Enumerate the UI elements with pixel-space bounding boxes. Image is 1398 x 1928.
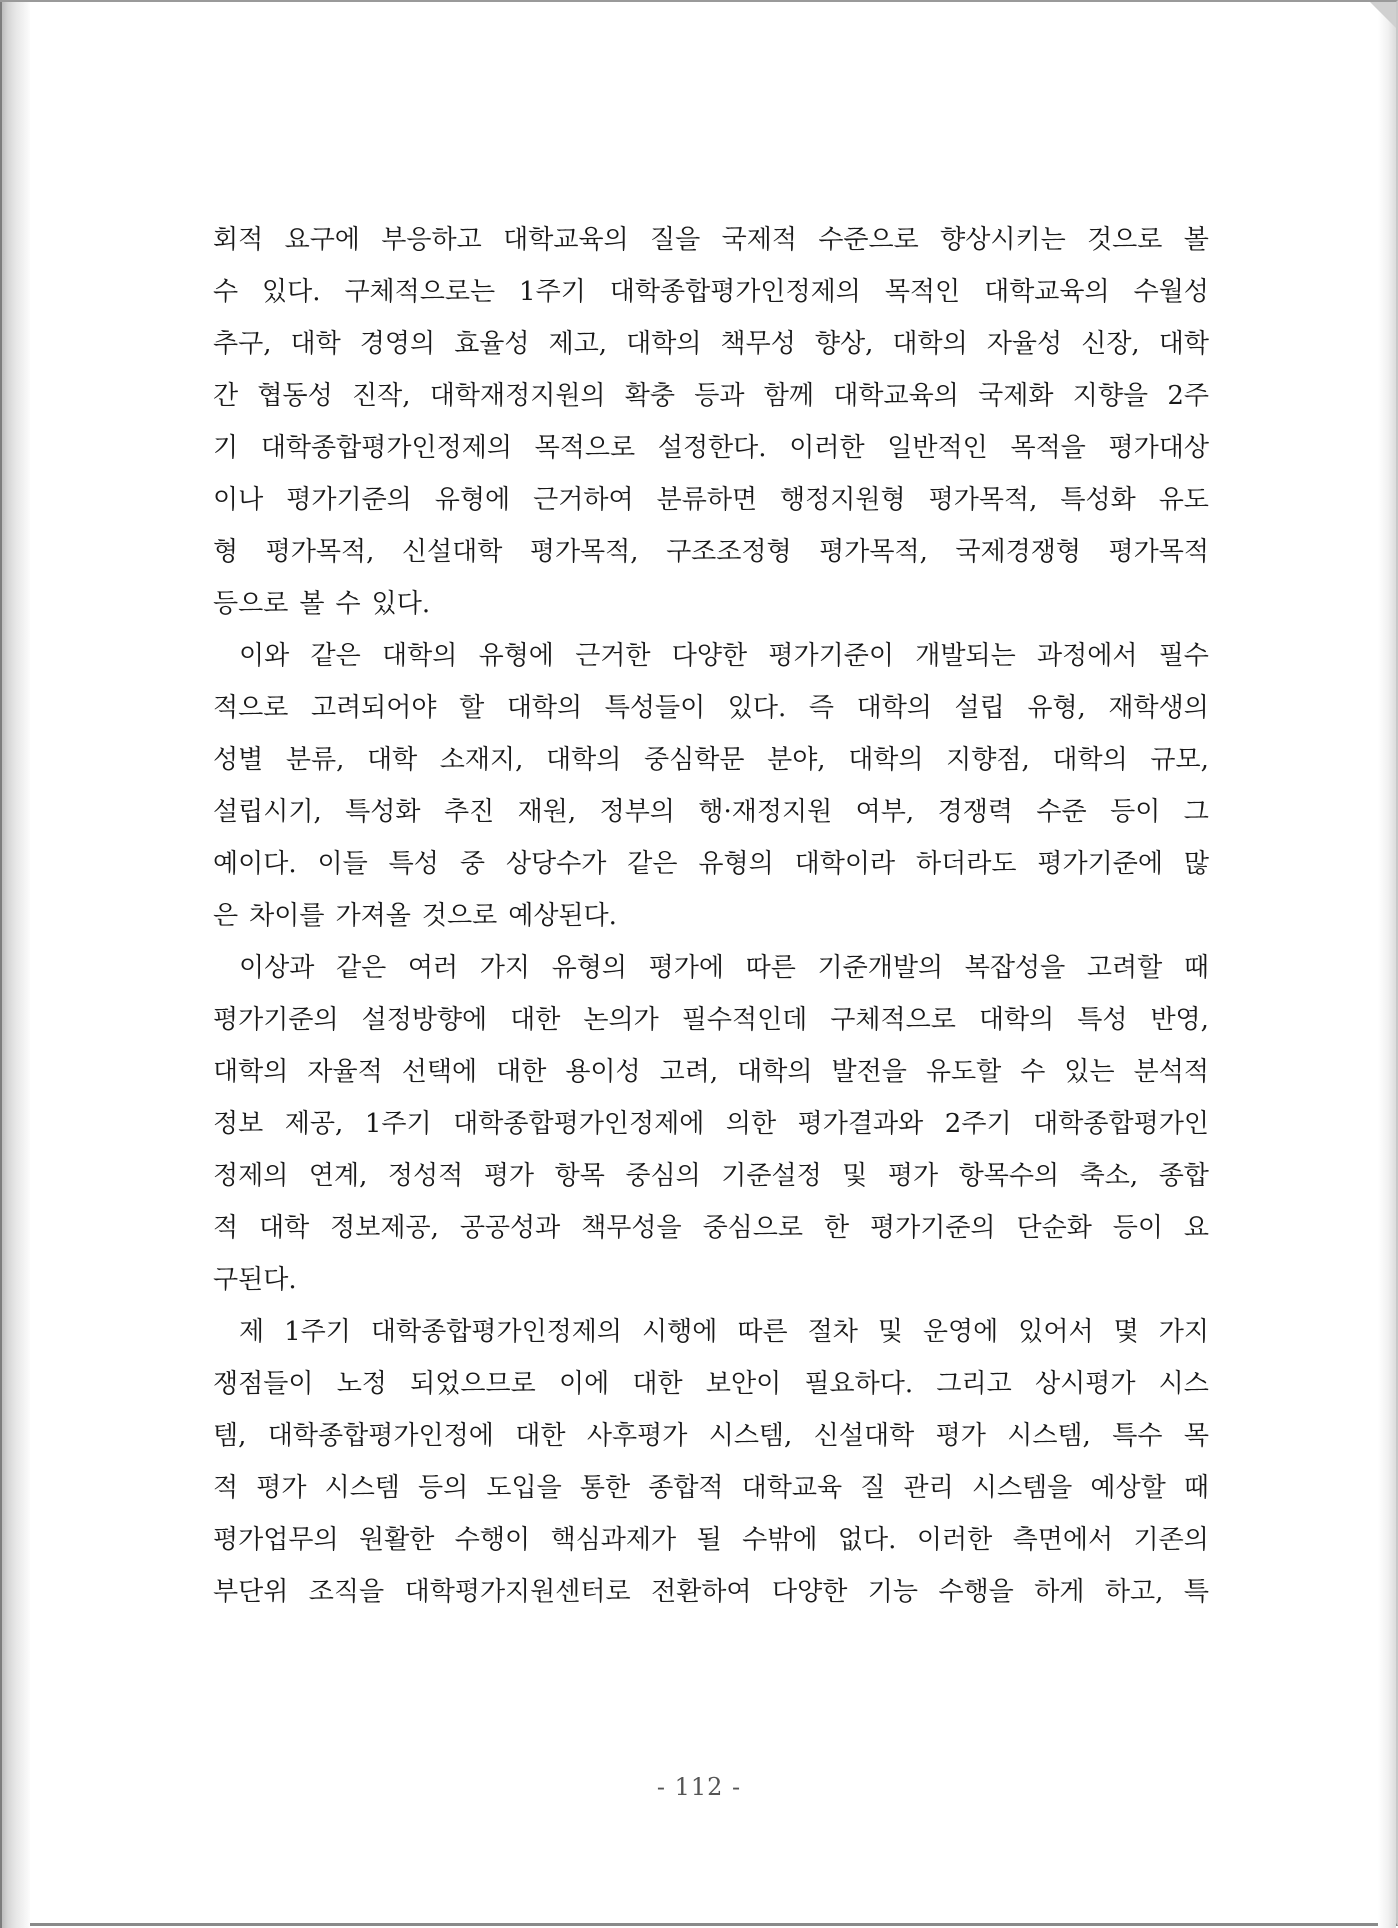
text-line: 등으로 볼 수 있다.: [213, 589, 431, 619]
text-line: 제 1주기 대학종합평가인정제의 시행에 따른 절차 및 운영에 있어서 몇 가지: [239, 1317, 1209, 1347]
text-line: 회적 요구에 부응하고 대학교육의 질을 국제적 수준으로 향상시키는 것으로 볼: [213, 225, 1209, 255]
text-line: 적 대학 정보제공, 공공성과 책무성을 중심으로 한 평가기준의 단순화 등이 요: [213, 1213, 1209, 1243]
text-line: 적으로 고려되어야 할 대학의 특성들이 있다. 즉 대학의 설립 유형, 재학생의: [213, 693, 1209, 723]
text-line: 은 차이를 가져올 것으로 예상된다.: [213, 901, 617, 931]
text-line: 이상과 같은 여러 가지 유형의 평가에 따른 기준개발의 복잡성을 고려할 때: [239, 953, 1209, 983]
text-line: 이와 같은 대학의 유형에 근거한 다양한 평가기준이 개발되는 과정에서 필수: [239, 641, 1209, 671]
page-number: - 112 -: [656, 1773, 742, 1801]
text-line: 설립시기, 특성화 추진 재원, 정부의 행·재정지원 여부, 경쟁력 수준 등이 그: [213, 797, 1209, 827]
text-line: 평가업무의 원활한 수행이 핵심과제가 될 수밖에 없다. 이러한 측면에서 기존의: [213, 1525, 1209, 1555]
body-text: [213, 214, 1209, 1618]
text-line: 형 평가목적, 신설대학 평가목적, 구조조정형 평가목적, 국제경쟁형 평가목적: [213, 537, 1209, 567]
text-line: 부단위 조직을 대학평가지원센터로 전환하여 다양한 기능 수행을 하게 하고, 특: [213, 1577, 1209, 1607]
text-line: 구된다.: [213, 1265, 297, 1295]
text-line: 정제의 연계, 정성적 평가 항목 중심의 기준설정 및 평가 항목수의 축소, 종합: [213, 1161, 1209, 1191]
page-edge-shadow: [1378, 2, 1396, 1928]
text-line: 이나 평가기준의 유형에 근거하여 분류하면 행정지원형 평가목적, 특성화 유도: [213, 485, 1209, 515]
text-line: 정보 제공, 1주기 대학종합평가인정제에 의한 평가결과와 2주기 대학종합평가인: [213, 1109, 1209, 1139]
text-line: 간 협동성 진작, 대학재정지원의 확충 등과 함께 대학교육의 국제화 지향을 2주: [213, 381, 1209, 411]
text-line: 기 대학종합평가인정제의 목적으로 설정한다. 이러한 일반적인 목적을 평가대상: [213, 433, 1209, 463]
text-line: 평가기준의 설정방향에 대한 논의가 필수적인데 구체적으로 대학의 특성 반영,: [213, 1005, 1209, 1035]
text-line: 성별 분류, 대학 소재지, 대학의 중심학문 분야, 대학의 지향점, 대학의 규모,: [213, 745, 1209, 775]
text-line: 적 평가 시스템 등의 도입을 통한 종합적 대학교육 질 관리 시스템을 예상할 때: [213, 1473, 1209, 1503]
text-line: 추구, 대학 경영의 효율성 제고, 대학의 책무성 향상, 대학의 자율성 신장, 대학: [213, 329, 1209, 359]
text-line: 대학의 자율적 선택에 대한 용이성 고려, 대학의 발전을 유도할 수 있는 분석적: [213, 1057, 1209, 1087]
page-corner-fold: [1370, 2, 1396, 28]
text-line: 수 있다. 구체적으로는 1주기 대학종합평가인정제의 목적인 대학교육의 수월성: [213, 277, 1209, 307]
book-spine: [0, 2, 30, 1928]
text-line: 템, 대학종합평가인정에 대한 사후평가 시스템, 신설대학 평가 시스템, 특수 목: [213, 1421, 1209, 1451]
text-line: 예이다. 이들 특성 중 상당수가 같은 유형의 대학이라 하더라도 평가기준에 많: [213, 849, 1209, 879]
text-line: 쟁점들이 노정 되었으므로 이에 대한 보안이 필요하다. 그리고 상시평가 시스: [213, 1369, 1209, 1399]
